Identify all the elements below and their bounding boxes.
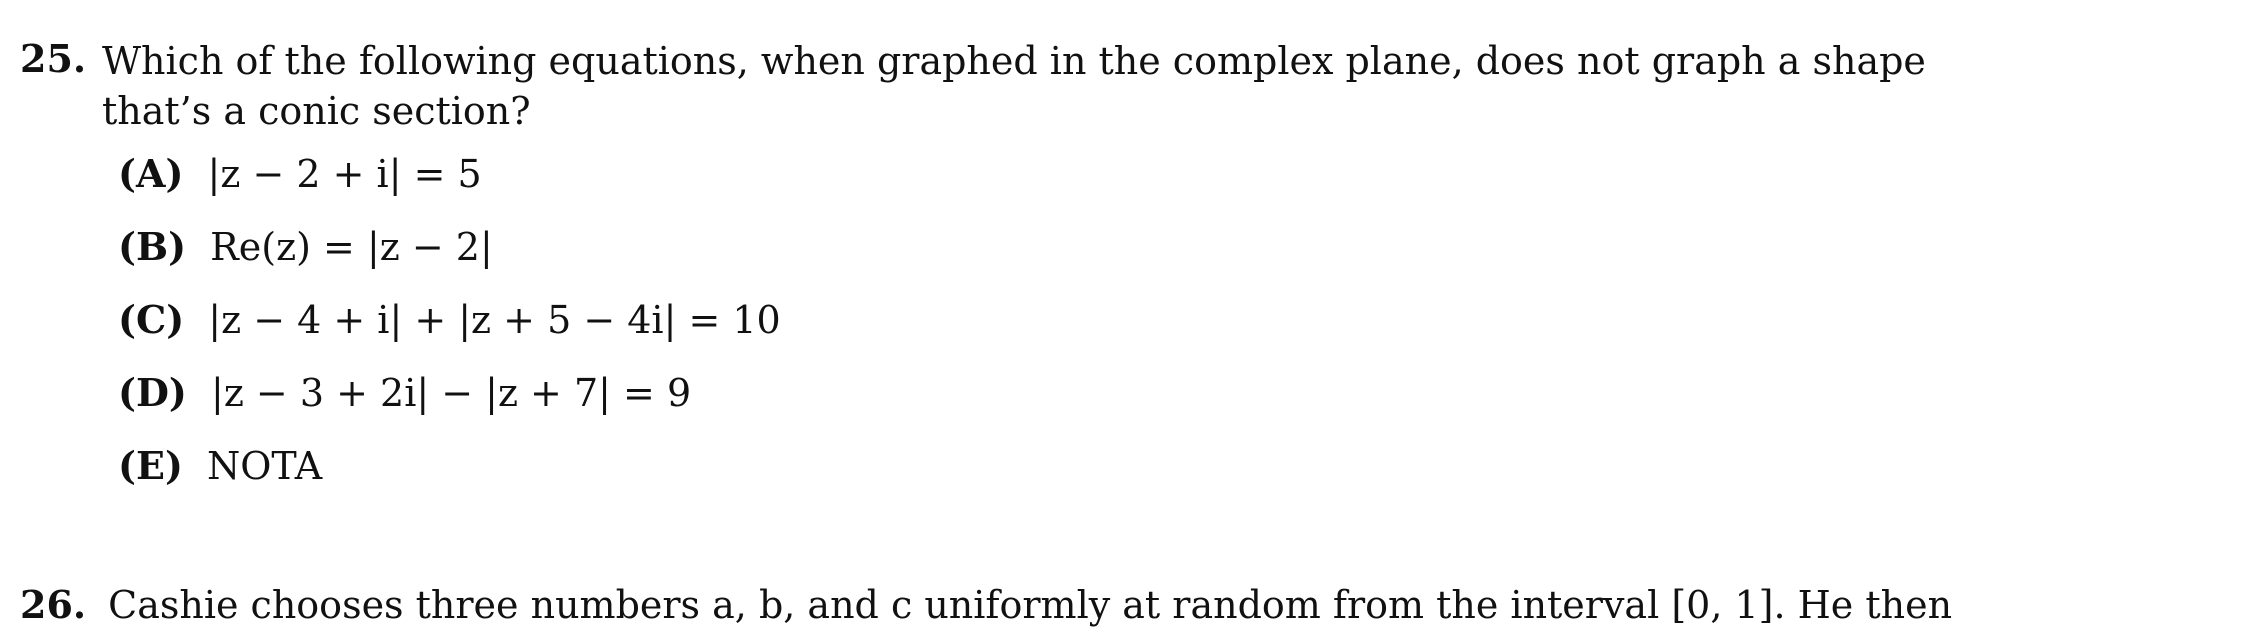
- answer-choices: [118, 148, 1718, 513]
- choice-label: (B): [118, 224, 187, 269]
- choice-b: [118, 221, 1718, 294]
- choice-expression: |z − 2 + i| = 5: [207, 152, 482, 196]
- choice-expression: |z − 4 + i| + |z + 5 − 4i| = 10: [208, 298, 781, 342]
- choice-d: [118, 367, 1718, 440]
- choice-c: [118, 294, 1718, 367]
- problem-number: 25.: [20, 36, 87, 81]
- choice-a: [118, 148, 1718, 221]
- choice-label: (C): [118, 297, 185, 342]
- choice-label: (E): [118, 443, 183, 488]
- problem-26-preview: [20, 580, 1952, 630]
- problem-text: Which of the following equations, when graphed in the complex plane, does not graph a shape that’s a conic section?: [102, 39, 1926, 133]
- choice-expression: Re(z) = |z − 2|: [210, 225, 493, 269]
- choice-expression: |z − 3 + 2i| − |z + 7| = 9: [211, 371, 692, 415]
- choice-e: [118, 440, 1718, 513]
- next-problem-number: 26.: [20, 582, 87, 627]
- choice-label: (D): [118, 370, 187, 415]
- choice-expression: NOTA: [207, 444, 323, 488]
- next-problem-text: Cashie chooses three numbers a, b, and c uniformly at random from the interval [0, 1]. He then: [108, 583, 1953, 627]
- choice-label: (A): [118, 151, 184, 196]
